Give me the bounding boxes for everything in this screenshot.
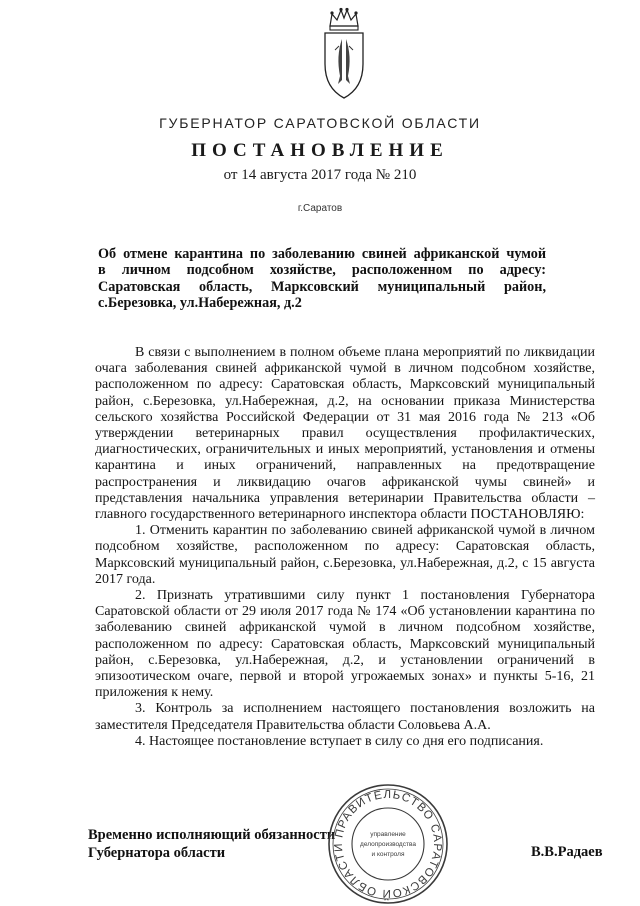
stamp-center-line: делопроизводства (360, 841, 416, 848)
clause-2: 2. Признать утратившими силу пункт 1 постановления Губернатора Саратовской области от 29 июля 2017 года № 174 «Об установлении карантина по заболеванию свиней африканской чумой в личном подсобном хозяйстве, расположенном по адресу: Саратовская область, Марксовский муниципальный район, с.Березовка, ул.Набережная, д.2, и установлении ограничений в эпизоотическом очаге, первой и второй угрожаемых зонах» и пункты 5-16, 21 приложения к нему. (95, 588, 595, 701)
clause-4: 4. Настоящее постановление вступает в силу со дня его подписания. (135, 733, 544, 749)
heading-line: Об отмене карантина по заболеванию свиней африканской чумой (98, 246, 546, 262)
preamble-paragraph: В связи с выполнением в полном объеме плана мероприятий по ликвидации очага заболевания свиней африканской чумой в личном подсобном хозяйстве, расположенном по адресу: Саратовская область, Марксовский муниципальный район, с.Березовка, ул.Набережная, д.2, на основании приказа Министерства сельского хозяйства Российской Федерации от 31 мая 2016 года № 213 «Об утверждении ветеринарных правил осуществления профилактических, диагностических, ограничительных и иных мероприятий, установления и отмены карантина и иных ограничений, направленных на предотвращение распространения и ликвидацию очагов африканской чумы свиней» и представления начальника управления ветеринарии Правительства области – главного государственного ветеринарного инспектора области ПОСТАНОВЛЯЮ: (95, 345, 595, 523)
document-body (95, 345, 595, 750)
document-city: г.Саратов (297, 203, 343, 214)
document-type: ПОСТАНОВЛЕНИЕ (191, 140, 449, 161)
authority-title: ГУБЕРНАТОР САРАТОВСКОЙ ОБЛАСТИ (159, 115, 481, 131)
signatory-line-1: Временно исполняющий обязанности (88, 827, 336, 843)
stamp-center-line: управление (370, 831, 406, 838)
signatory-position (88, 826, 335, 862)
document-heading (98, 246, 546, 312)
official-stamp (326, 782, 450, 906)
signatory-name: В.В.Радаев (531, 844, 603, 860)
heading-line: с.Березовка, ул.Набережная, д.2 (98, 295, 302, 312)
stamp-center-line: и контроля (371, 851, 405, 858)
clause-3: 3. Контроль за исполнением настоящего постановления возложить на заместителя Председателя Правительства области Соловьева А.А. (95, 701, 595, 733)
clause-1: 1. Отменить карантин по заболеванию свиней африканской чумой в личном подсобном хозяйстве, расположенном по адресу: Саратовская область, Марксовский муниципальный район, с.Березовка, ул.Набережная, д.2, с 15 августа 2017 года. (95, 523, 595, 587)
heading-line: в личном подсобном хозяйстве, расположенном по адресу: (98, 262, 546, 279)
stamp-ring-text: ПРАВИТЕЛЬСТВО САРАТОВСКОЙ ОБЛАСТИ (332, 788, 444, 900)
heading-line: Саратовская область, Марксовский муниципальный район, (98, 278, 546, 295)
coat-of-arms-emblem (318, 6, 370, 102)
document-date-number: от 14 августа 2017 года № 210 (223, 167, 417, 183)
signatory-line-2: Губернатора области (88, 845, 226, 861)
